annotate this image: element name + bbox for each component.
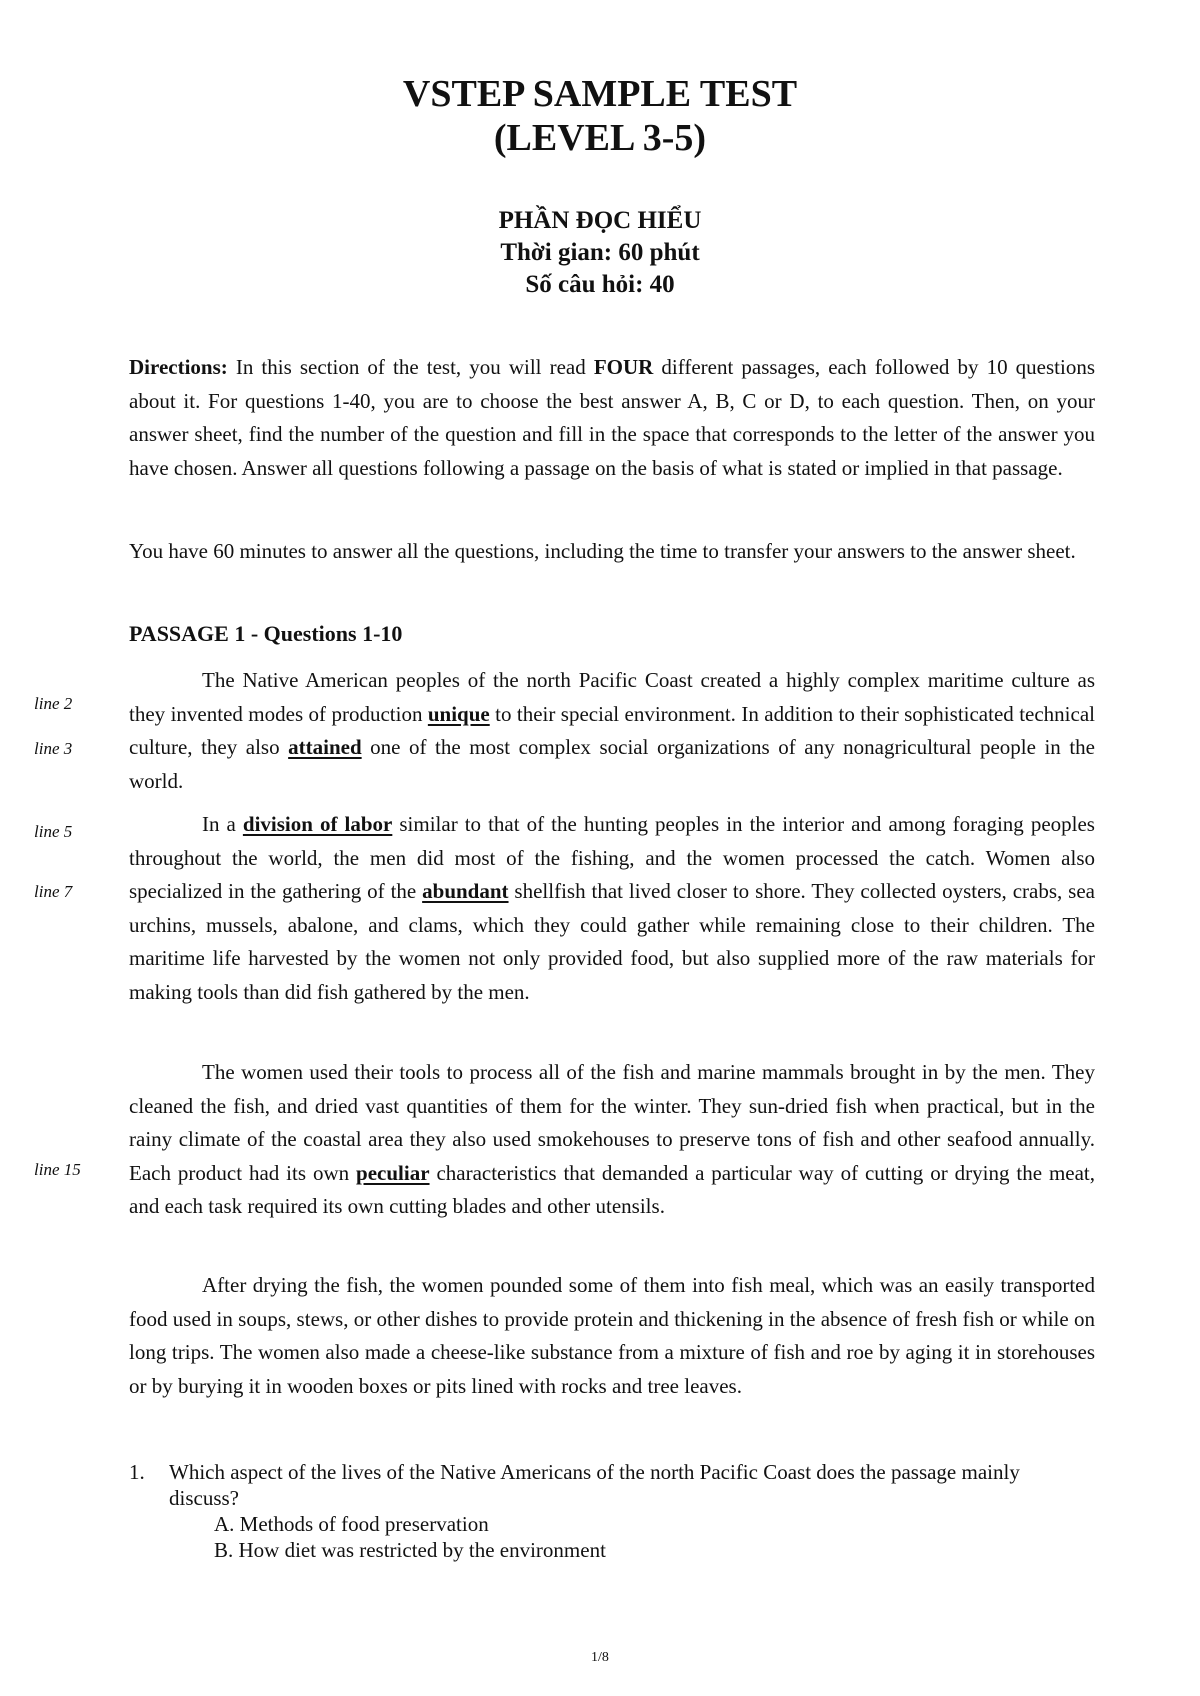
line-marker: line 2 bbox=[34, 694, 73, 713]
directions-label: Directions: bbox=[129, 355, 228, 379]
directions-text-2: different passages, each followed by 10 questions about it. For questions 1-40, you are to choose the best answer A, B, C or D, to each question. Then, on your answer sheet, find the number of the question and fill in the space that corresponds to the letter of the answer you have chosen. Answer all questions following a passage on the basis of what is stated or implied in that passage. bbox=[129, 355, 1095, 480]
passage-paragraph-3 bbox=[129, 1056, 1095, 1224]
line-marker: line 3 bbox=[34, 739, 73, 758]
time-note: You have 60 minutes to answer all the questions, including the time to transfer your answers to the answer sheet. bbox=[129, 539, 1076, 563]
passage-paragraph-4: After drying the fish, the women pounded some of them into fish meal, which was an easily transported food used in soups, stews, or other dishes to provide protein and thickening in the absence of fresh fish or while on long trips. The women also made a cheese-like substance from a mixture of fish and roe by aging it in storehouses or by burying it in wooden boxes or pits lined with rocks and tree leaves. bbox=[129, 1273, 1095, 1398]
underlined-word-attained: attained bbox=[288, 735, 362, 759]
test-level: (LEVEL 3-5) bbox=[493, 117, 707, 159]
passage-text: characteristics that demanded a particular way of cutting or drying the meat, and each task required its own cutting blades and other utensils. bbox=[129, 1160, 1095, 1218]
line-marker: line 7 bbox=[34, 882, 73, 901]
section-time: Thời gian: 60 phút bbox=[500, 239, 700, 266]
question-text: Which aspect of the lives of the Native Americans of the north Pacific Coast does the passage mainly discuss? bbox=[169, 1460, 1020, 1510]
directions-text-1: In this section of the test, you will read bbox=[227, 355, 594, 379]
section-question-count: Số câu hỏi: 40 bbox=[525, 271, 675, 298]
passage-text: to their special environment. In addition to their sophisticated technical culture, they also bbox=[129, 701, 1095, 759]
underlined-word-abundant: abundant bbox=[422, 879, 509, 903]
test-title: VSTEP SAMPLE TEST bbox=[402, 73, 798, 115]
passage-text: In a bbox=[202, 812, 243, 836]
answer-option-b[interactable]: B. How diet was restricted by the environment bbox=[214, 1538, 606, 1562]
passage-text: The Native American peoples of the north Pacific Coast created a highly complex maritime culture as they invented modes of production bbox=[129, 668, 1095, 726]
passage-text: shellfish that lived closer to shore. They collected oysters, crabs, sea urchins, mussels, abalone, and clams, which they could gather while remaining close to their children. The maritime life harvested by the women not only provided food, but also supplied more of the raw materials for making tools than did fish gathered by the men. bbox=[129, 879, 1095, 1004]
page-number: 1/8 bbox=[591, 1650, 609, 1665]
underlined-word-unique: unique bbox=[427, 701, 490, 726]
passage-text: one of the most complex social organizations of any nonagricultural people in the world. bbox=[129, 735, 1095, 793]
directions-paragraph bbox=[129, 351, 1095, 485]
directions-emphasis: FOUR bbox=[593, 355, 654, 379]
passage-text: similar to that of the hunting peoples in the interior and among foraging peoples throughout the world, the men did most of the fishing, and the women processed the catch. Women also specialized in the gathering of the bbox=[129, 812, 1095, 903]
line-marker: line 15 bbox=[34, 1160, 81, 1179]
passage-heading: PASSAGE 1 - Questions 1-10 bbox=[129, 621, 403, 646]
question-number: 1. bbox=[129, 1460, 145, 1484]
question-1 bbox=[129, 1459, 1095, 1563]
answer-option-a[interactable]: A. Methods of food preservation bbox=[214, 1512, 489, 1536]
underlined-phrase-division-of-labor: division of labor bbox=[242, 812, 393, 836]
passage-text: The women used their tools to process all of the fish and marine mammals brought in by the men. They cleaned the fish, and dried vast quantities of them for the winter. They sun-dried fish when practical, but in the rainy climate of the coastal area they also used smokehouses to preserve tons of fish and other seafood annually. Each product had its own bbox=[129, 1060, 1095, 1185]
underlined-word-peculiar: peculiar bbox=[356, 1160, 430, 1185]
section-name: PHẦN ĐỌC HIỂU bbox=[498, 207, 702, 234]
line-marker: line 5 bbox=[34, 822, 73, 841]
passage-paragraph-2 bbox=[129, 808, 1095, 1009]
passage-paragraph-1 bbox=[129, 664, 1095, 798]
